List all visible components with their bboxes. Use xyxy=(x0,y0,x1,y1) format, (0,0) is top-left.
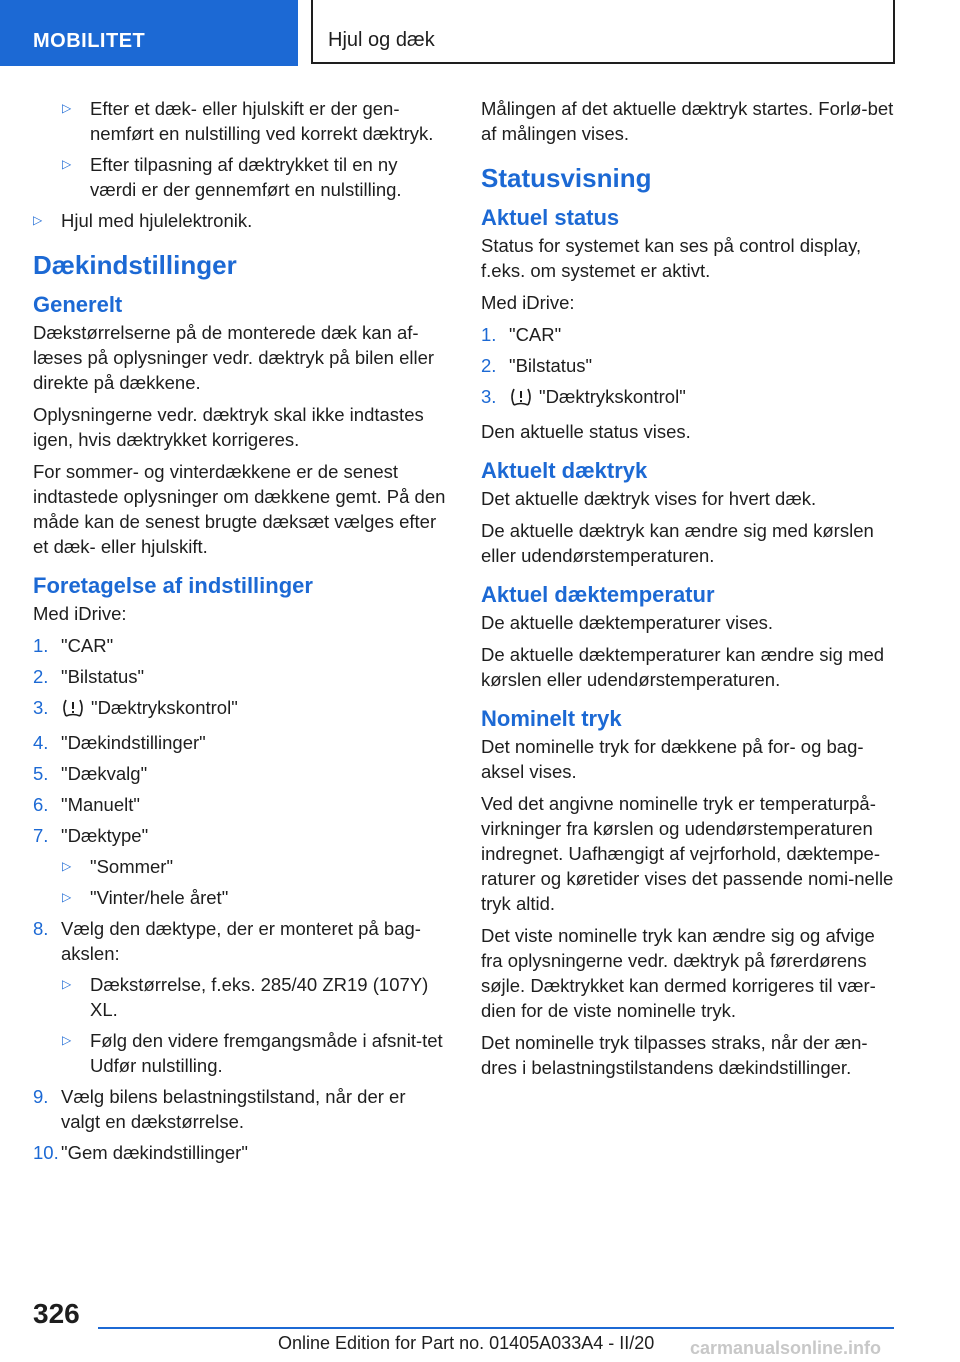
list-item: ▷ "Vinter/hele året" xyxy=(62,887,229,908)
list-item: 6. "Manuelt" xyxy=(33,794,140,815)
page-number: 326 xyxy=(33,1298,80,1329)
heading-current-temperature: Aktuel dæktemperatur xyxy=(481,582,715,607)
paragraph: Det nominelle tryk for dækkene på for- og bag-aksel vises. xyxy=(481,736,864,782)
heading-general: Generelt xyxy=(33,292,123,317)
paragraph: De aktuelle dæktryk kan ændre sig med kørslen eller udendørstemperaturen. xyxy=(481,520,874,566)
list-item: ▷ Dækstørrelse, f.eks. 285/40 ZR19 (107Y) XL. xyxy=(62,974,429,1020)
list-item: 3. "Dæktrykskontrol" xyxy=(481,384,901,413)
triangle-right-icon: ▷ xyxy=(33,213,43,227)
paragraph: Den aktuelle status vises. xyxy=(481,421,691,442)
paragraph: Status for systemet kan ses på control display, f.eks. om systemet er aktivt. xyxy=(481,235,862,281)
paragraph: De aktuelle dæktemperaturer kan ændre sig med kørslen eller udendørstemperaturen. xyxy=(481,644,885,690)
paragraph: For sommer- og vinterdækkene er de senest indtastede oplysninger om dækkene gemt. På den måde kan de senest brugte dæksæt vælges efter et dæk- eller hjulskift. xyxy=(33,461,446,557)
heading-nominal-pressure: Nominelt tryk xyxy=(481,706,622,731)
list-item: 4. "Dækindstillinger" xyxy=(33,732,206,753)
list-item: 8. Vælg den dæktype, der er monteret på bag-akslen: xyxy=(33,918,421,964)
list-item: 3. "Dæktrykskontrol" xyxy=(33,695,448,724)
section-tab: MOBILITET xyxy=(0,0,298,66)
paragraph: De aktuelle dæktemperaturer vises. xyxy=(481,612,774,633)
intro-subbullet-list xyxy=(33,96,448,233)
status-steps xyxy=(481,322,901,413)
tire-pressure-warning-icon xyxy=(61,698,85,724)
settings-steps xyxy=(33,633,448,1165)
triangle-right-icon: ▷ xyxy=(62,157,72,171)
page-header xyxy=(0,0,960,66)
list-item: 1. "CAR" xyxy=(33,635,114,656)
list-item: ▷ Efter tilpasning af dæktrykket til en ny værdi er der gennemført en nulstilling. xyxy=(62,154,402,200)
paragraph: Med iDrive: xyxy=(481,292,575,313)
triangle-right-icon: ▷ xyxy=(62,890,72,904)
paragraph: Det viste nominelle tryk kan ændre sig og afvige fra oplysningerne vedr. dæktryk på førerdørens søjle. Dæktrykket kan dermed korrigeres til vær-dien for de viste nominelle tryk. xyxy=(481,925,876,1021)
heading-make-settings: Foretagelse af indstillinger xyxy=(33,573,313,598)
right-column xyxy=(481,96,901,1087)
triangle-right-icon: ▷ xyxy=(62,101,72,115)
list-item: 1. "CAR" xyxy=(481,324,562,345)
list-item: 9. Vælg bilens belastningstilstand, når der er valgt en dækstørrelse. xyxy=(33,1086,406,1132)
list-item: ▷ Hjul med hjulelektronik. xyxy=(33,210,253,231)
paragraph: Oplysningerne vedr. dæktryk skal ikke indtastes igen, hvis dæktrykket korrigeres. xyxy=(33,404,424,450)
list-item: 5. "Dækvalg" xyxy=(33,763,148,784)
list-item: ▷ Efter et dæk- eller hjulskift er der gen-nemført en nulstilling ved korrekt dæktryk. xyxy=(62,98,434,144)
paragraph: Det nominelle tryk tilpasses straks, når der æn-dres i belastningstilstandens dækindstillinger. xyxy=(481,1032,868,1078)
heading-tire-settings: Dækindstillinger xyxy=(33,250,237,280)
paragraph: Det aktuelle dæktryk vises for hvert dæk. xyxy=(481,488,817,509)
heading-status-display: Statusvisning xyxy=(481,163,652,193)
list-item: 2. "Bilstatus" xyxy=(33,666,145,687)
watermark: carmanualsonline.info xyxy=(690,1338,882,1358)
tire-pressure-warning-icon xyxy=(509,387,533,413)
heading-current-pressure: Aktuelt dæktryk xyxy=(481,458,648,483)
list-item: 7. "Dæktype" xyxy=(33,825,149,846)
chapter-title: Hjul og dæk xyxy=(311,0,895,64)
list-item: ▷ Følg den videre fremgangsmåde i afsnit-tet Udfør nulstilling. xyxy=(62,1030,443,1076)
list-item: 2. "Bilstatus" xyxy=(481,355,593,376)
paragraph: Med iDrive: xyxy=(33,603,127,624)
triangle-right-icon: ▷ xyxy=(62,977,72,991)
paragraph: Ved det angivne nominelle tryk er temperaturpå-virkninger fra kørslen og udendørstemperaturen indregnet. Uafhængigt af vejrforhold, dæktempe-raturer og køretider vises det passende nomi-nelle tryk altid. xyxy=(481,793,894,914)
heading-current-status: Aktuel status xyxy=(481,205,620,230)
footer-divider xyxy=(98,1327,894,1329)
paragraph: Målingen af det aktuelle dæktryk startes. Forlø-bet af målingen vises. xyxy=(481,98,894,144)
triangle-right-icon: ▷ xyxy=(62,859,72,873)
edition-note: Online Edition for Part no. 01405A033A4 - II/20 xyxy=(278,1333,655,1353)
list-item: ▷ "Sommer" xyxy=(62,856,174,877)
triangle-right-icon: ▷ xyxy=(62,1033,72,1047)
left-column xyxy=(33,96,448,1171)
list-item: 10. "Gem dækindstillinger" xyxy=(33,1142,248,1163)
paragraph: Dækstørrelserne på de monterede dæk kan af-læses på oplysninger vedr. dæktryk på bilen eller direkte på dækkene. xyxy=(33,322,435,393)
